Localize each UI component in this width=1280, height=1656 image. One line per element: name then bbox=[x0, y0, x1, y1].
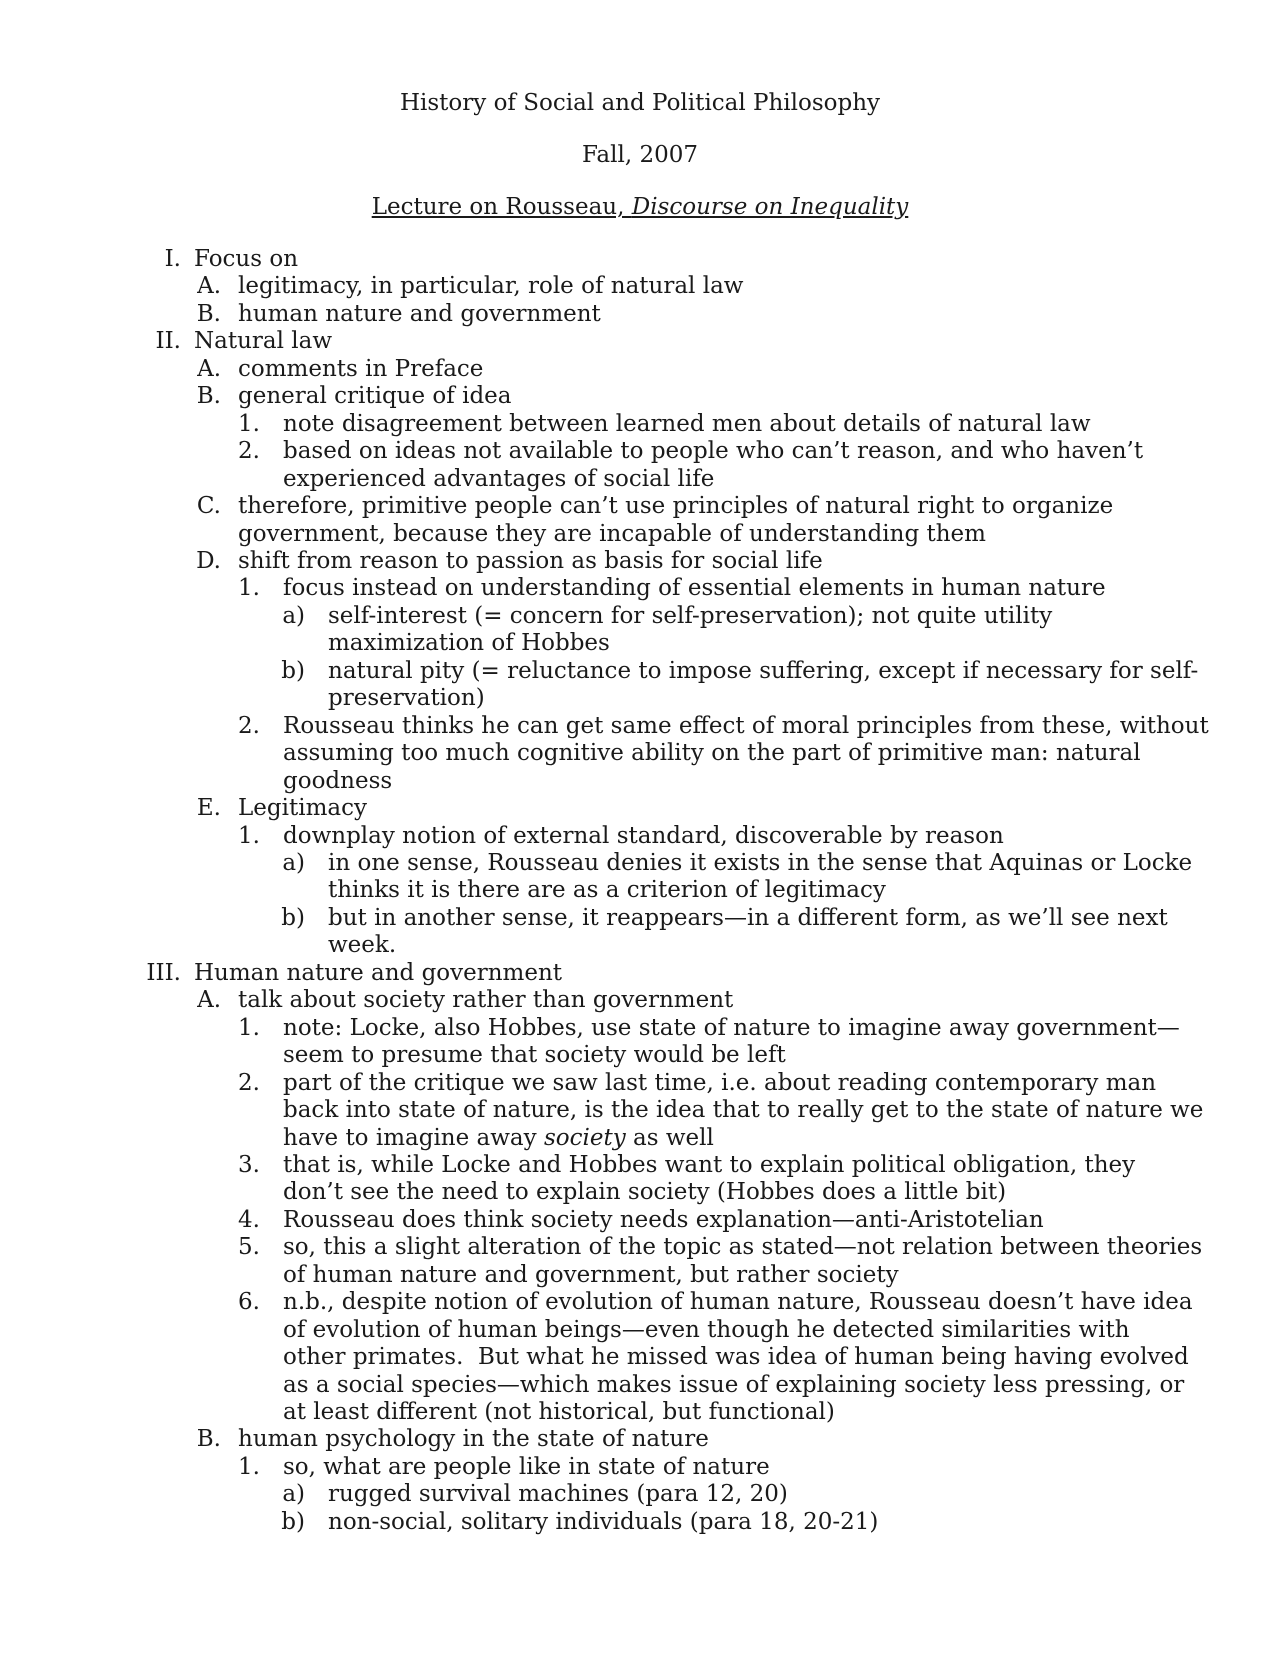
outline-line: general critique of idea bbox=[238, 383, 512, 410]
outline-item bbox=[0, 411, 1280, 438]
outline-line: thinks it is there are as a criterion of legitimacy bbox=[328, 877, 886, 904]
outline-line: therefore, primitive people can’t use principles of natural right to organize bbox=[238, 493, 1114, 520]
outline-text bbox=[0, 713, 1280, 795]
outline-marker: 2. bbox=[238, 438, 260, 465]
outline-line: at least different (not historical, but functional) bbox=[283, 1399, 835, 1426]
outline-item bbox=[0, 795, 1280, 822]
outline-line: note: Locke, also Hobbes, use state of nature to imagine away government— bbox=[283, 1014, 1180, 1041]
outline-item bbox=[0, 658, 1280, 713]
outline-line: back into state of nature, is the idea that to really get to the state of nature we bbox=[283, 1097, 1204, 1124]
outline-line: based on ideas not available to people who can’t reason, and who haven’t bbox=[283, 438, 1144, 465]
outline-item bbox=[0, 246, 1280, 273]
outline-text bbox=[0, 603, 1280, 658]
outline-text bbox=[0, 328, 1280, 355]
outline-line: don’t see the need to explain society (Hobbes does a little bit) bbox=[283, 1179, 1007, 1206]
outline-item bbox=[0, 823, 1280, 850]
outline-item bbox=[0, 1015, 1280, 1070]
outline-line: comments in Preface bbox=[238, 355, 484, 382]
outline-item bbox=[0, 438, 1280, 493]
outline-item bbox=[0, 356, 1280, 383]
outline-text bbox=[0, 246, 1280, 273]
outline-marker: 2. bbox=[238, 1069, 260, 1096]
outline-line: n.b., despite notion of evolution of human nature, Rousseau doesn’t have idea bbox=[283, 1289, 1193, 1316]
outline-marker: 4. bbox=[238, 1206, 260, 1233]
outline-line: that is, while Locke and Hobbes want to explain political obligation, they bbox=[283, 1151, 1136, 1178]
outline-marker: b) bbox=[281, 657, 305, 684]
outline-line: in one sense, Rousseau denies it exists in the sense that Aquinas or Locke bbox=[328, 849, 1193, 876]
outline-line: Rousseau thinks he can get same effect of moral principles from these, without bbox=[283, 712, 1209, 739]
outline-line: goodness bbox=[283, 767, 393, 794]
outline-line: assuming too much cognitive ability on the part of primitive man: natural bbox=[283, 740, 1141, 767]
outline-item bbox=[0, 850, 1280, 905]
outline-line: Human nature and government bbox=[194, 959, 563, 986]
outline-marker: B. bbox=[196, 383, 221, 410]
outline-line: part of the critique we saw last time, i.e. about reading contemporary man bbox=[283, 1069, 1157, 1096]
lecture-title-work: Discourse on Inequality bbox=[631, 194, 909, 220]
outline-item bbox=[0, 1289, 1280, 1426]
outline-item bbox=[0, 1234, 1280, 1289]
outline-text bbox=[0, 1454, 1280, 1481]
outline-item bbox=[0, 1426, 1280, 1453]
outline-marker: 2. bbox=[238, 712, 260, 739]
outline-line: so, what are people like in state of nature bbox=[283, 1453, 770, 1480]
outline-item bbox=[0, 493, 1280, 548]
outline-item bbox=[0, 603, 1280, 658]
outline-line: human nature and government bbox=[238, 300, 601, 327]
emphasis: society bbox=[543, 1124, 626, 1151]
outline-marker: 1. bbox=[238, 575, 260, 602]
outline-line: other primates. But what he missed was idea of human being having evolved bbox=[283, 1344, 1189, 1371]
lecture-title bbox=[0, 194, 1280, 221]
outline-text bbox=[0, 905, 1280, 960]
outline-text bbox=[0, 1234, 1280, 1289]
lecture-outline bbox=[0, 246, 1280, 1536]
outline-marker: III. bbox=[146, 959, 181, 986]
outline-text bbox=[0, 1207, 1280, 1234]
outline-marker: B. bbox=[196, 300, 221, 327]
outline-marker: C. bbox=[196, 493, 221, 520]
outline-line: rugged survival machines (para 12, 20) bbox=[328, 1481, 788, 1508]
outline-marker: D. bbox=[196, 547, 221, 574]
outline-text bbox=[0, 960, 1280, 987]
outline-item bbox=[0, 1070, 1280, 1152]
outline-marker: I. bbox=[164, 246, 181, 272]
outline-item bbox=[0, 273, 1280, 300]
outline-line: of evolution of human beings—even though he detected similarities with bbox=[283, 1316, 1130, 1343]
outline-marker: 1. bbox=[238, 1014, 260, 1041]
outline-line: experienced advantages of social life bbox=[283, 465, 715, 492]
outline-text bbox=[0, 1070, 1280, 1152]
outline-marker: B. bbox=[196, 1426, 221, 1453]
outline-line: but in another sense, it reappears—in a different form, as we’ll see next bbox=[328, 904, 1168, 931]
outline-text bbox=[0, 575, 1280, 602]
outline-line: focus instead on understanding of essential elements in human nature bbox=[283, 575, 1106, 602]
outline-item bbox=[0, 548, 1280, 575]
outline-item bbox=[0, 301, 1280, 328]
outline-marker: A. bbox=[197, 355, 221, 382]
outline-line: note disagreement between learned men about details of natural law bbox=[283, 410, 1091, 437]
outline-line: self-interest (= concern for self-preservation); not quite utility bbox=[328, 602, 1053, 629]
outline-line: talk about society rather than government bbox=[238, 987, 734, 1014]
outline-marker: b) bbox=[281, 904, 305, 931]
outline-item bbox=[0, 713, 1280, 795]
outline-text bbox=[0, 1289, 1280, 1426]
lecture-title-prefix: Lecture on Rousseau, bbox=[371, 194, 632, 220]
outline-marker: 1. bbox=[238, 822, 260, 849]
outline-marker: 6. bbox=[238, 1289, 260, 1316]
outline-line: week. bbox=[328, 932, 397, 959]
outline-line: Rousseau does think society needs explanation—anti-Aristotelian bbox=[283, 1206, 1044, 1233]
outline-line: Natural law bbox=[194, 328, 333, 355]
course-title: History of Social and Political Philosophy bbox=[399, 90, 881, 116]
outline-line: human psychology in the state of nature bbox=[238, 1426, 709, 1453]
outline-line: of human nature and government, but rather society bbox=[283, 1261, 899, 1288]
outline-marker: 5. bbox=[238, 1234, 260, 1261]
outline-marker: II. bbox=[155, 328, 181, 355]
outline-marker: 1. bbox=[238, 1453, 260, 1480]
outline-item bbox=[0, 905, 1280, 960]
outline-line: maximization of Hobbes bbox=[328, 630, 610, 657]
outline-item bbox=[0, 1152, 1280, 1207]
outline-marker: a) bbox=[282, 849, 305, 876]
outline-item bbox=[0, 575, 1280, 602]
outline-text bbox=[0, 823, 1280, 850]
outline-marker: A. bbox=[197, 987, 221, 1014]
outline-text bbox=[0, 1509, 1280, 1536]
outline-marker: a) bbox=[282, 602, 305, 629]
outline-text bbox=[0, 850, 1280, 905]
outline-line: seem to presume that society would be left bbox=[283, 1042, 786, 1069]
outline-text bbox=[0, 438, 1280, 493]
outline-item bbox=[0, 1509, 1280, 1536]
outline-line: shift from reason to passion as basis for social life bbox=[238, 547, 823, 574]
outline-text bbox=[0, 1481, 1280, 1508]
outline-text bbox=[0, 1152, 1280, 1207]
outline-line: as a social species—which makes issue of explaining society less pressing, or bbox=[283, 1371, 1185, 1398]
term-heading: Fall, 2007 bbox=[582, 142, 698, 168]
outline-item bbox=[0, 1454, 1280, 1481]
outline-item bbox=[0, 987, 1280, 1014]
outline-item bbox=[0, 1481, 1280, 1508]
outline-text bbox=[0, 1015, 1280, 1070]
outline-item bbox=[0, 328, 1280, 355]
outline-marker: 1. bbox=[238, 410, 260, 437]
outline-item bbox=[0, 383, 1280, 410]
outline-line: natural pity (= reluctance to impose suffering, except if necessary for self- bbox=[328, 657, 1199, 684]
outline-line: government, because they are incapable of understanding them bbox=[238, 520, 986, 547]
outline-line: have to imagine away society as well bbox=[283, 1124, 714, 1151]
outline-line: downplay notion of external standard, discoverable by reason bbox=[283, 822, 1004, 849]
outline-text bbox=[0, 658, 1280, 713]
outline-line: legitimacy, in particular, role of natural law bbox=[238, 273, 744, 300]
outline-item bbox=[0, 960, 1280, 987]
outline-line: so, this a slight alteration of the topic as stated—not relation between theories bbox=[283, 1234, 1203, 1261]
outline-line: non-social, solitary individuals (para 18, 20-21) bbox=[328, 1508, 879, 1535]
outline-marker: a) bbox=[282, 1481, 305, 1508]
outline-marker: b) bbox=[281, 1508, 305, 1535]
outline-marker: A. bbox=[197, 273, 221, 300]
outline-line: preservation) bbox=[328, 685, 485, 712]
outline-marker: E. bbox=[196, 795, 221, 822]
outline-item bbox=[0, 1207, 1280, 1234]
outline-line: Legitimacy bbox=[238, 795, 367, 822]
outline-text bbox=[0, 411, 1280, 438]
outline-marker: 3. bbox=[238, 1151, 260, 1178]
outline-line: Focus on bbox=[194, 246, 299, 272]
